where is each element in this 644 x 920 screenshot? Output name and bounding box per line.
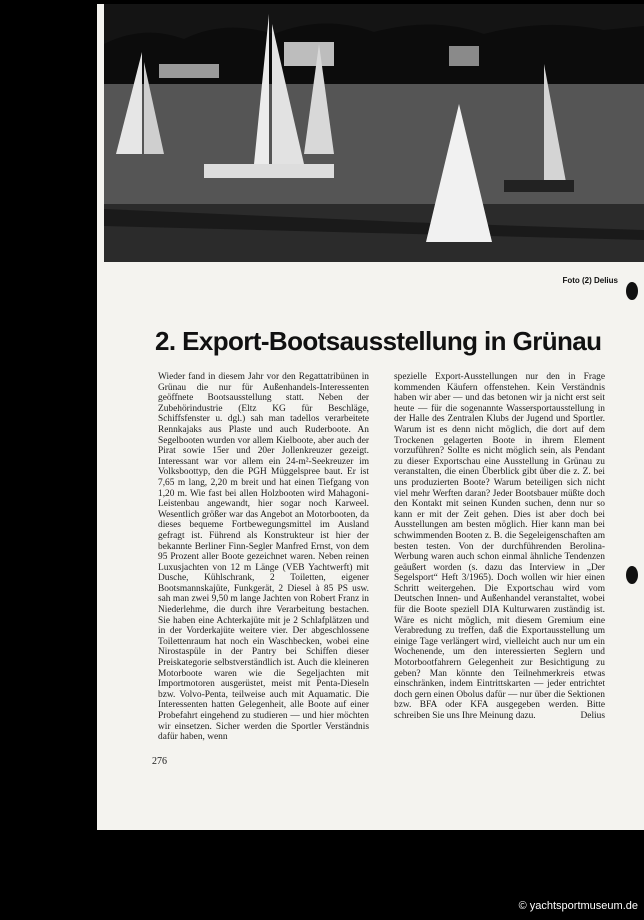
article-title: 2. Export-Bootsausstellung in Grünau xyxy=(155,326,602,356)
punch-hole-top xyxy=(626,282,638,300)
article-column-right-text: spezielle Export-Ausstellungen nur den in Frage kommenden Käufern offenstehen. Kein Verständnis haben wir aber — und das betonen wir ja nicht erst seit heute — für die sogenannte Wassersportausstellung in der Halle des Zentralen Klubs der Jugend und Sportler. Warum ist es denn nicht möglich, die dort auf dem Trockenen gelagerten Boote in ihrem Element vorzuführen? Sollte es nicht möglich sein, als Pendant zu dieser Exportschau eine Ausstellung in Grünau zu veranstalten, die einen Überblick gibt über die z. Z. bei uns produzierten Boote? Warum beteiligen sich nicht viel mehr Werften daran? Jeder Bootsbauer müßte doch den Kontakt mit seinen Kunden suchen, denn nur so kann er mit der Zeit gehen. Dies ist aber doch bei Ausstellungen am besten möglich. Hier kann man bei schwimmenden Booten z. B. die Segeleigenschaften am besten testen. Von der durchführenden Berolina-Werbung waren auch schon einmal ähnliche Tendenzen geäußert worden (s. dazu das Interview in „Der Segelsport“ Heft 3/1965). Doch wollen wir hier einen Schritt weitergehen. Die Exportschau wird vom Deutschen Innen- und Außenhandel veranstaltet, wobei für die Boote speziell DIA Kulturwaren zuständig ist. Wäre es nicht möglich, mit diesem Gremium eine Verabredung zu treffen, daß die Exportausstellung um einige Tage verlängert wird, vielleicht auch nur um ein Wochenende, um den interessierten Seglern und Motorbootfahrern Gelegenheit zur Besichtigung zu geben? Man könnte den Teilnehmerkreis etwas einschränken, indem Eintrittskarten — jeder entrichtet doch gern einen Obolus dafür — nur über die Sektionen bzw. BFA oder KFA ausgegeben werden. Bitte schreiben Sie uns Ihre Meinung dazu. xyxy=(394,372,605,721)
article-column-left: Wieder fand in diesem Jahr vor den Regattatribünen in Grünau die nur für Außenhandels-Interessenten geöffnete Bootsausstellung statt. Neben der Zubehörindustrie (Eltz KG für Beschläge, Schiffsfenster u. dgl.) sah man tadellos verarbeitete Rennkajaks aus Plaste und auch Ruderboote. An Segelbooten wurden vor allem Kielboote, aber auch der Pirat sowie 15er und 20er Jollenkreuzer gezeigt. Interessant war vor allem ein 24-m²-Seekreuzer im Volksboottyp, den die PGH Müggelspree baut. Er ist 7,65 m lang, 2,20 m breit und hat einen Tiefgang von 1,20 m. Wie fast bei allen Holzbooten wird Mahagoni-Leistenbau angewandt, hier sogar noch Karweel. Wesentlich größer war das Angebot an Motorbooten, da dieses bequeme Fortbewegungsmittel im Ausland gefragt ist. Führend als Konstrukteur ist hier der bekannte Berliner Finn-Segler Manfred Ernst, von dem 95 Prozent aller Boote gezeichnet waren. Neben reinen Luxusjachten von 12 m Länge (VEB Yachtwerft) mit Dusche, Kühlschrank, 2 Toiletten, eigener Bootsmannskajüte, Funkgerät, 2 Diesel à 85 PS usw. sah man zwei 9,50 m lange Jachten von Robert Franz in Niederlehme, die durch ihre Verarbeitung bestachen. Sie haben eine Achterkajüte mit je 2 Schlafplätzen und in der Vorderkajüte weitere vier. Der abgeschlossene Toilettenraum hat noch ein Waschbecken, wobei eine Nirostaspüle in der Pantry bei Schiffen dieser Preiskategorie selbstverständlich ist. Auch die kleineren Motorboote waren wie die Segeljachten mit Importmotoren ausgerüstet, meist mit Penta-Dieseln bzw. Volvo-Penta, teilweise auch mit Aquamatic. Die Interessenten hatten Gelegenheit, alle Boote auf einer Probefahrt eingehend zu studieren — und hier möchten wir einsetzen. Sicher werden die Sportler Verständnis dafür haben, wenn xyxy=(158,372,369,743)
sailboats-photo xyxy=(104,4,644,262)
page-number: 276 xyxy=(152,756,167,767)
watermark-footer: © yachtsportmuseum.de xyxy=(518,900,638,912)
author-signature: Delius xyxy=(580,711,605,721)
photo-credit: Foto (2) Delius xyxy=(562,276,618,285)
article-column-right xyxy=(394,372,605,722)
punch-hole-middle xyxy=(626,566,638,584)
